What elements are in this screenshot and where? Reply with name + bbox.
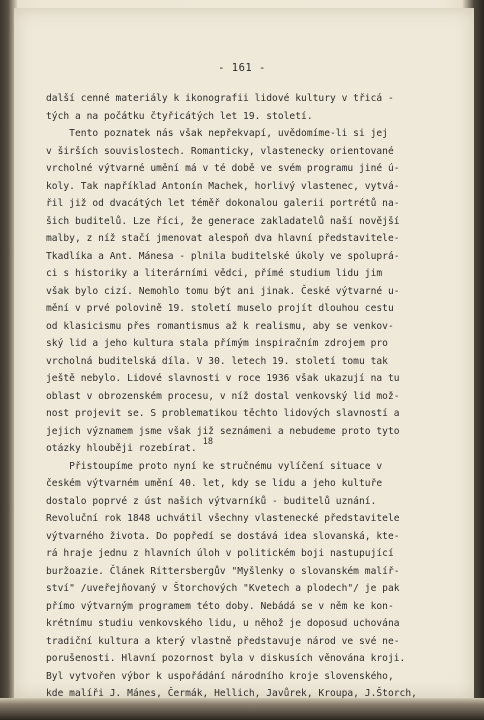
- text-line: od klasicismu přes romantismus až k realismu, aby se venkov-: [46, 320, 394, 332]
- text-line: mění v prvé polovině 19. století muselo projít dlouhou cestu: [46, 303, 394, 314]
- text-line: Byl vytvořen výbor k uspořádání národního kroje slovenského,: [46, 670, 394, 682]
- text-line: Přistoupíme proto nyní ke stručnému vylíčení situace v: [46, 460, 383, 472]
- text-line: Tento poznatek nás však nepřekvapí, uvědomíme-li si jej: [46, 128, 388, 139]
- page-number: - 161 -: [218, 62, 266, 74]
- text-line: otázky hlouběji rozebírat.18: [46, 437, 213, 454]
- text-line: buržoazie. Článek Rittersbergův "Myšlenky o slovanském malíř-: [46, 565, 400, 577]
- text-line: vrcholná buditelská díla. V 30. letech 19. století tomu tak: [46, 355, 388, 367]
- text-line: krétnímu studiu venkovského lidu, u něhož je doposud uchována: [46, 618, 400, 629]
- text-line: však bylo cizí. Nemohlo tomu být ani jinak. České výtvarné u-: [46, 285, 400, 297]
- text-line: přímo výtvarným programem této doby. Nebádá se v něm ke kon-: [46, 600, 394, 612]
- text-line: v širších souvislostech. Romanticky, vlastenecky orientované: [46, 145, 394, 157]
- document-body: [46, 90, 446, 703]
- text-line: porušenosti. Hlavní pozornost byla v diskusích věnována kroji.: [46, 653, 406, 664]
- text-line: ství" /uveřejňovaný v Štorchových "Kvetech a plodech"/ je pak: [46, 583, 400, 594]
- text-line: Tkadlíka a Ant. Mánesa - plnila buditelské úkoly ve spoluprá-: [46, 250, 400, 262]
- text-line: tých a na počátku čtyřicátých let 19. století.: [46, 110, 313, 122]
- footnote-mark: 18: [202, 437, 213, 447]
- text-line: dostalo poprvé z úst našich výtvarníků - buditelů uznání.: [46, 495, 377, 507]
- text-line: oblast v obrozenském procesu, v níž dostal venkovský lid mož-: [46, 390, 400, 402]
- text-line: nost projevit se. S problematikou těchto lidových slavností a: [46, 408, 400, 419]
- text-line: rá hraje jednu z hlavních úloh v politickém boji nastupující: [46, 548, 394, 559]
- text-line: českém výtvarném umění 40. let, kdy se lidu a jeho kultuře: [46, 478, 383, 489]
- text-line: ci s historiky a literárními vědci, přímé studium lidu jim: [46, 268, 383, 279]
- text-line: řil již od dvacátých let téměř dokonalou galerii portrétů na-: [46, 198, 400, 209]
- text-line: výtvarného života. Do popředí se dostává idea slovanská, kte-: [46, 530, 400, 542]
- text-line: ský lid a jeho kultura stala přímým inspiračním zdrojem pro: [46, 338, 388, 349]
- text-line: kde malíři J. Mánes, Čermák, Hellich, Javůrek, Kroupa, J.Štorch,: [46, 688, 417, 699]
- text-line: tradiční kultura a který vlastně představuje národ ve své ne-: [46, 635, 400, 647]
- text-line: malby, z níž stačí jmenovat alespoň dva hlavní představitele-: [46, 233, 400, 244]
- text-line: šich buditelů. Lze říci, že generace zakladatelů naší novější: [46, 215, 400, 227]
- text-line: jejich významem jsme však již seznámeni a nebudeme proto tyto: [46, 425, 400, 437]
- text-line: ještě nebylo. Lidové slavnosti v roce 1936 však ukazují na tu: [46, 373, 400, 384]
- text-line: koly. Tak například Antonín Machek, horlivý vlastenec, vytvá-: [46, 180, 400, 192]
- text-line: další cenné materiály k ikonografii lidové kultury v třicá -: [46, 93, 394, 104]
- text-line: Revoluční rok 1848 uchvátil všechny vlastenecké představitele: [46, 513, 400, 524]
- text-line: vrcholné výtvarné umění má v té době ve svém programu jiné ú-: [46, 163, 400, 174]
